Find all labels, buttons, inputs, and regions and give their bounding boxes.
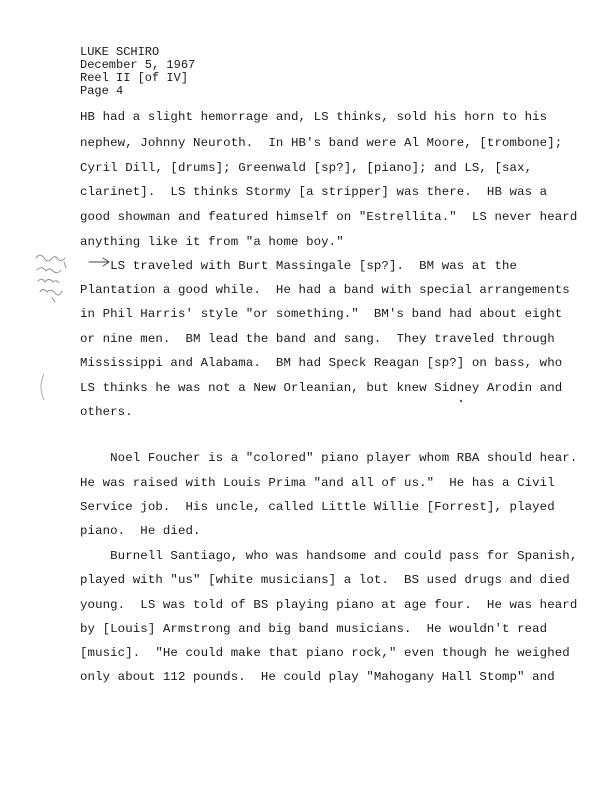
body-line: nephew, Johnny Neuroth. In HB's band were Al Moore, [trombone]; xyxy=(80,136,563,150)
handwritten-margin-note xyxy=(34,250,78,320)
body-line: Service job. His uncle, called Little Willie [Forrest], played xyxy=(80,500,555,514)
stray-pen-mark xyxy=(458,398,464,404)
header-name: LUKE SCHIRO xyxy=(80,45,160,59)
body-line: in Phil Harris' style "or something." BM's band had about eight xyxy=(80,307,563,321)
body-line: LS traveled with Burt Massingale [sp?]. BM was at the xyxy=(80,259,518,273)
body-line: [music]. "He could make that piano rock," even though he weighed xyxy=(80,646,570,660)
body-line: anything like it from "a home boy." xyxy=(80,235,344,249)
body-line: young. LS was told of BS playing piano at age four. He was heard xyxy=(80,598,578,612)
handwritten-arrow-icon xyxy=(88,255,112,269)
body-line: LS thinks he was not a New Orleanian, but knew Sidney Arodin and xyxy=(80,381,563,395)
header-date: December 5, 1967 xyxy=(80,58,196,72)
body-line: or nine men. BM lead the band and sang. They traveled through xyxy=(80,332,555,346)
body-line: piano. He died. xyxy=(80,524,201,538)
body-line: Noel Foucher is a "colored" piano player whom RBA should hear. xyxy=(80,451,578,465)
margin-bracket-mark xyxy=(34,372,48,402)
body-line: only about 112 pounds. He could play "Mahogany Hall Stomp" and xyxy=(80,670,555,684)
header-page: Page 4 xyxy=(80,84,124,98)
body-line: played with "us" [white musicians] a lot. BS used drugs and died xyxy=(80,573,570,587)
body-line: HB had a slight hemorrage and, LS thinks, sold his horn to his xyxy=(80,110,548,124)
body-line: Mississippi and Alabama. BM had Speck Reagan [sp?] on bass, who xyxy=(80,356,563,370)
body-line: Cyril Dill, [drums]; Greenwald [sp?], [piano]; and LS, [sax, xyxy=(80,161,533,175)
body-line: He was raised with Louis Prima "and all of us." He has a Civil xyxy=(80,476,555,490)
body-line: others. xyxy=(80,405,133,419)
body-line: by [Louis] Armstrong and big band musicians. He wouldn't read xyxy=(80,622,548,636)
body-line: good showman and featured himself on "Estrellita." LS never heard xyxy=(80,210,578,224)
body-line: clarinet]. LS thinks Stormy [a stripper] was there. HB was a xyxy=(80,185,548,199)
body-line: Burnell Santiago, who was handsome and could pass for Spanish, xyxy=(80,549,578,563)
body-line: Plantation a good while. He had a band with special arrangements xyxy=(80,283,570,297)
header-reel: Reel II [of IV] xyxy=(80,71,189,85)
document-header xyxy=(80,46,195,98)
